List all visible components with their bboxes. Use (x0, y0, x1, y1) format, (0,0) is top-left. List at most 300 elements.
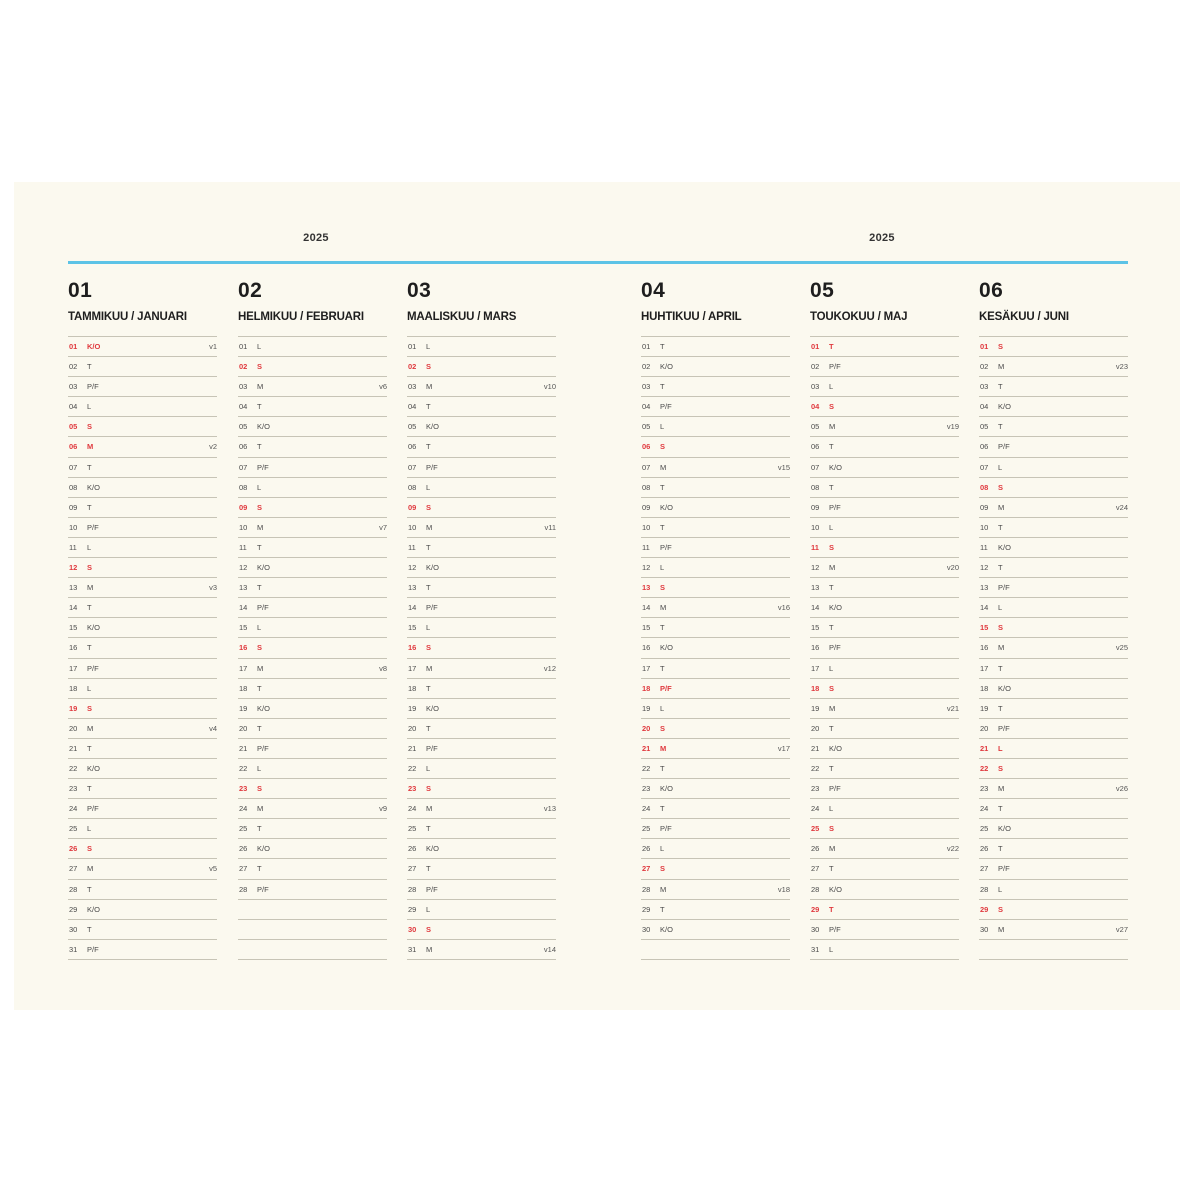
day-row[interactable] (238, 880, 387, 900)
day-number: 12 (408, 563, 417, 573)
day-row[interactable] (641, 478, 790, 498)
weekday-label: M (998, 362, 1005, 372)
day-row[interactable] (407, 357, 556, 377)
day-row[interactable] (68, 558, 217, 578)
day-row[interactable] (238, 638, 387, 658)
day-row[interactable] (979, 779, 1128, 799)
day-row[interactable] (979, 558, 1128, 578)
day-row[interactable] (810, 357, 959, 377)
weekday-label: S (426, 502, 432, 512)
day-number: 05 (408, 422, 417, 432)
day-row[interactable] (641, 679, 790, 699)
day-row[interactable] (68, 638, 217, 658)
day-row[interactable] (68, 397, 217, 417)
day-row[interactable] (407, 397, 556, 417)
day-number: 16 (642, 643, 651, 653)
day-number: 28 (239, 884, 248, 894)
week-number: v15 (777, 462, 790, 472)
day-row[interactable] (641, 719, 790, 739)
day-row[interactable] (810, 538, 959, 558)
day-row[interactable] (810, 598, 959, 618)
day-row[interactable] (810, 779, 959, 799)
weekday-label: T (257, 864, 262, 874)
week-number: v1 (209, 342, 217, 351)
day-row[interactable] (979, 679, 1128, 699)
month-column (238, 278, 387, 894)
day-row[interactable] (810, 880, 959, 900)
month-name: TAMMIKUU / JANUARI (68, 311, 187, 323)
day-row[interactable] (68, 337, 217, 357)
day-number: 04 (811, 402, 820, 412)
day-row[interactable] (641, 417, 790, 437)
day-row[interactable] (68, 719, 217, 739)
day-row[interactable] (238, 518, 387, 538)
day-row[interactable] (979, 618, 1128, 638)
weekday-label: P/F (829, 784, 841, 794)
day-row[interactable] (238, 900, 387, 920)
day-row[interactable] (68, 618, 217, 638)
day-row[interactable] (238, 618, 387, 638)
day-number: 02 (69, 362, 78, 372)
month-number: 05 (810, 279, 835, 302)
day-row[interactable] (641, 558, 790, 578)
day-number: 11 (239, 542, 247, 552)
day-row[interactable] (810, 397, 959, 417)
day-number: 14 (408, 603, 417, 613)
day-row[interactable] (979, 337, 1128, 357)
day-row[interactable] (68, 779, 217, 799)
day-number: 08 (811, 482, 820, 492)
day-row[interactable] (641, 337, 790, 357)
day-row[interactable] (641, 839, 790, 859)
day-row[interactable] (641, 377, 790, 397)
day-row[interactable] (979, 719, 1128, 739)
day-row[interactable] (238, 498, 387, 518)
day-row[interactable] (238, 799, 387, 819)
day-row[interactable] (238, 839, 387, 859)
day-row[interactable] (979, 638, 1128, 658)
weekday-label: S (257, 784, 263, 794)
day-number: 13 (239, 583, 248, 593)
day-row[interactable] (238, 699, 387, 719)
day-row[interactable] (641, 498, 790, 518)
weekday-label: P/F (998, 583, 1010, 593)
day-row[interactable] (68, 518, 217, 538)
month-number: 01 (68, 279, 93, 302)
day-row[interactable] (68, 458, 217, 478)
day-row[interactable] (810, 417, 959, 437)
day-number: 05 (642, 422, 651, 432)
day-row[interactable] (407, 638, 556, 658)
day-row[interactable] (810, 337, 959, 357)
day-row[interactable] (810, 940, 959, 960)
day-row[interactable] (238, 719, 387, 739)
day-row[interactable] (238, 337, 387, 357)
day-row[interactable] (238, 819, 387, 839)
day-row[interactable] (68, 498, 217, 518)
weekday-label: T (829, 904, 834, 914)
weekday-label: T (426, 683, 431, 693)
day-row[interactable] (641, 779, 790, 799)
weekday-label: T (829, 623, 834, 633)
weekday-label: L (426, 342, 431, 351)
day-number: 08 (239, 482, 248, 492)
day-row[interactable] (641, 940, 790, 960)
weekday-label: M (660, 743, 667, 753)
weekday-label: S (87, 703, 93, 713)
day-row[interactable] (407, 719, 556, 739)
day-row[interactable] (407, 598, 556, 618)
day-row[interactable] (810, 759, 959, 779)
day-number: 10 (408, 522, 417, 532)
day-row[interactable] (979, 799, 1128, 819)
day-row[interactable] (407, 578, 556, 598)
day-row[interactable] (407, 458, 556, 478)
day-row[interactable] (68, 578, 217, 598)
day-row[interactable] (238, 940, 387, 960)
day-row[interactable] (810, 819, 959, 839)
day-number: 03 (980, 382, 989, 392)
day-row[interactable] (407, 518, 556, 538)
weekday-label: S (257, 362, 263, 372)
day-row[interactable] (810, 377, 959, 397)
day-number: 30 (408, 924, 417, 934)
day-number: 22 (408, 763, 417, 773)
week-number: v14 (543, 944, 556, 954)
day-row[interactable] (407, 478, 556, 498)
day-row[interactable] (407, 679, 556, 699)
day-row[interactable] (407, 437, 556, 457)
day-row[interactable] (68, 699, 217, 719)
day-number: 27 (811, 864, 820, 874)
day-number: 04 (69, 402, 78, 412)
day-number: 10 (811, 522, 820, 532)
day-row[interactable] (641, 598, 790, 618)
day-row[interactable] (979, 417, 1128, 437)
weekday-label: L (87, 683, 92, 693)
day-row[interactable] (68, 598, 217, 618)
day-row[interactable] (68, 357, 217, 377)
day-row[interactable] (641, 739, 790, 759)
week-number: v24 (1115, 502, 1128, 512)
day-row[interactable] (407, 659, 556, 679)
day-row[interactable] (810, 659, 959, 679)
day-row[interactable] (641, 819, 790, 839)
day-row[interactable] (979, 699, 1128, 719)
day-row[interactable] (641, 357, 790, 377)
day-row[interactable] (407, 900, 556, 920)
day-row[interactable] (979, 940, 1128, 960)
day-row[interactable] (407, 377, 556, 397)
day-row[interactable] (979, 659, 1128, 679)
day-row[interactable] (407, 920, 556, 940)
day-row[interactable] (407, 498, 556, 518)
day-row[interactable] (641, 759, 790, 779)
weekday-label: P/F (829, 362, 841, 372)
day-number: 02 (642, 362, 651, 372)
day-number: 24 (69, 804, 78, 814)
day-row[interactable] (238, 558, 387, 578)
week-number: v22 (946, 844, 959, 854)
day-number: 10 (239, 522, 248, 532)
weekday-label: T (829, 442, 834, 452)
day-row[interactable] (238, 598, 387, 618)
day-row[interactable] (68, 478, 217, 498)
day-row[interactable] (238, 458, 387, 478)
day-row[interactable] (810, 498, 959, 518)
day-row[interactable] (979, 819, 1128, 839)
weekday-label: S (998, 904, 1004, 914)
day-number: 19 (980, 703, 989, 713)
day-row[interactable] (979, 578, 1128, 598)
day-row[interactable] (979, 357, 1128, 377)
month-name: MAALISKUU / MARS (407, 311, 517, 323)
day-number: 29 (811, 904, 820, 914)
weekday-label: K/O (829, 743, 842, 753)
day-row[interactable] (68, 417, 217, 437)
day-row[interactable] (238, 578, 387, 598)
day-row[interactable] (810, 900, 959, 920)
day-row[interactable] (68, 739, 217, 759)
day-number: 12 (239, 563, 248, 573)
day-number: 26 (69, 844, 78, 854)
day-row[interactable] (810, 558, 959, 578)
day-row[interactable] (641, 538, 790, 558)
day-row[interactable] (641, 880, 790, 900)
day-row[interactable] (641, 920, 790, 940)
weekday-label: L (87, 824, 92, 834)
day-row[interactable] (979, 397, 1128, 417)
day-row[interactable] (979, 437, 1128, 457)
weekday-label: T (998, 563, 1003, 573)
week-number: v20 (946, 563, 959, 573)
weekday-label: T (426, 542, 431, 552)
day-row[interactable] (641, 799, 790, 819)
day-row[interactable] (641, 859, 790, 879)
weekday-label: K/O (426, 844, 439, 854)
day-row[interactable] (238, 357, 387, 377)
day-number: 03 (69, 382, 78, 392)
day-row[interactable] (407, 337, 556, 357)
weekday-label: T (426, 583, 431, 593)
week-number: v11 (544, 522, 556, 532)
day-row[interactable] (810, 920, 959, 940)
day-row[interactable] (68, 799, 217, 819)
weekday-label: M (998, 784, 1005, 794)
day-list (238, 336, 387, 960)
day-row[interactable] (641, 458, 790, 478)
day-row[interactable] (641, 397, 790, 417)
day-row[interactable] (979, 920, 1128, 940)
day-row[interactable] (979, 880, 1128, 900)
day-row[interactable] (979, 478, 1128, 498)
day-row[interactable] (641, 437, 790, 457)
day-row[interactable] (238, 478, 387, 498)
weekday-label: T (257, 442, 262, 452)
month-column (641, 278, 790, 934)
day-row[interactable] (810, 618, 959, 638)
day-row[interactable] (641, 638, 790, 658)
day-row[interactable] (407, 859, 556, 879)
day-number: 30 (811, 924, 820, 934)
day-row[interactable] (68, 377, 217, 397)
day-row[interactable] (407, 618, 556, 638)
day-row[interactable] (810, 638, 959, 658)
weekday-label: T (426, 442, 431, 452)
day-row[interactable] (407, 940, 556, 960)
day-row[interactable] (979, 538, 1128, 558)
day-row[interactable] (238, 920, 387, 940)
month-number: 03 (407, 279, 432, 302)
weekday-label: K/O (87, 623, 100, 633)
day-number: 14 (642, 603, 651, 613)
weekday-label: P/F (998, 723, 1010, 733)
day-row[interactable] (68, 920, 217, 940)
day-row[interactable] (979, 900, 1128, 920)
weekday-label: M (257, 663, 264, 673)
day-row[interactable] (238, 739, 387, 759)
day-row[interactable] (238, 659, 387, 679)
day-row[interactable] (238, 679, 387, 699)
day-number: 17 (69, 663, 78, 673)
day-row[interactable] (810, 478, 959, 498)
day-number: 04 (980, 402, 989, 412)
day-row[interactable] (810, 739, 959, 759)
weekday-label: S (998, 623, 1004, 633)
day-number: 24 (239, 804, 248, 814)
day-row[interactable] (810, 859, 959, 879)
day-row[interactable] (979, 859, 1128, 879)
day-number: 15 (239, 623, 248, 633)
day-number: 01 (239, 342, 248, 351)
day-row[interactable] (979, 518, 1128, 538)
day-number: 04 (408, 402, 417, 412)
day-row[interactable] (238, 417, 387, 437)
day-row[interactable] (641, 659, 790, 679)
day-row[interactable] (68, 538, 217, 558)
weekday-label: P/F (257, 462, 269, 472)
day-number: 14 (811, 603, 820, 613)
day-number: 01 (408, 342, 417, 351)
weekday-label: P/F (426, 603, 438, 613)
day-row[interactable] (641, 618, 790, 638)
weekday-label: M (426, 522, 433, 532)
weekday-label: T (660, 623, 665, 633)
day-row[interactable] (641, 900, 790, 920)
day-row[interactable] (238, 397, 387, 417)
day-number: 25 (811, 824, 820, 834)
day-row[interactable] (238, 437, 387, 457)
day-row[interactable] (810, 699, 959, 719)
day-row[interactable] (407, 538, 556, 558)
day-row[interactable] (407, 739, 556, 759)
weekday-label: T (257, 824, 262, 834)
day-row[interactable] (407, 880, 556, 900)
day-number: 24 (642, 804, 651, 814)
day-row[interactable] (68, 940, 217, 960)
weekday-label: S (829, 402, 835, 412)
day-row[interactable] (68, 759, 217, 779)
day-row[interactable] (238, 377, 387, 397)
day-row[interactable] (68, 839, 217, 859)
day-row[interactable] (407, 558, 556, 578)
weekday-label: T (660, 663, 665, 673)
day-row[interactable] (238, 859, 387, 879)
day-row[interactable] (68, 859, 217, 879)
day-number: 05 (980, 422, 989, 432)
day-number: 01 (69, 342, 78, 351)
day-row[interactable] (979, 598, 1128, 618)
day-row[interactable] (407, 417, 556, 437)
day-row[interactable] (407, 839, 556, 859)
day-row[interactable] (810, 458, 959, 478)
day-row[interactable] (238, 538, 387, 558)
day-row[interactable] (68, 659, 217, 679)
day-number: 18 (980, 683, 989, 693)
week-number: v7 (379, 522, 387, 532)
day-row[interactable] (810, 839, 959, 859)
day-row[interactable] (810, 437, 959, 457)
day-row[interactable] (407, 779, 556, 799)
day-row[interactable] (641, 699, 790, 719)
week-number: v9 (379, 804, 387, 814)
day-row[interactable] (641, 518, 790, 538)
day-row[interactable] (979, 739, 1128, 759)
day-number: 13 (811, 583, 820, 593)
day-row[interactable] (979, 377, 1128, 397)
weekday-label: M (660, 603, 667, 613)
day-number: 27 (408, 864, 417, 874)
day-row[interactable] (68, 880, 217, 900)
day-number: 20 (642, 723, 651, 733)
day-row[interactable] (979, 498, 1128, 518)
day-row[interactable] (238, 779, 387, 799)
day-row[interactable] (68, 819, 217, 839)
day-row[interactable] (68, 437, 217, 457)
day-row[interactable] (407, 799, 556, 819)
day-row[interactable] (979, 759, 1128, 779)
weekday-label: T (257, 723, 262, 733)
weekday-label: L (426, 482, 431, 492)
weekday-label: L (257, 623, 262, 633)
day-number: 22 (980, 763, 989, 773)
day-row[interactable] (641, 578, 790, 598)
day-row[interactable] (810, 518, 959, 538)
day-row[interactable] (68, 900, 217, 920)
weekday-label: T (998, 522, 1003, 532)
day-row[interactable] (238, 759, 387, 779)
day-row[interactable] (979, 458, 1128, 478)
day-number: 25 (408, 824, 417, 834)
day-row[interactable] (407, 759, 556, 779)
day-row[interactable] (68, 679, 217, 699)
weekday-label: T (829, 342, 834, 351)
day-row[interactable] (810, 799, 959, 819)
day-row[interactable] (979, 839, 1128, 859)
day-row[interactable] (810, 719, 959, 739)
day-number: 07 (811, 462, 820, 472)
weekday-label: S (829, 542, 835, 552)
weekday-label: K/O (998, 683, 1011, 693)
day-row[interactable] (407, 819, 556, 839)
weekday-label: P/F (87, 382, 99, 392)
day-number: 02 (239, 362, 248, 372)
weekday-label: S (829, 824, 835, 834)
day-row[interactable] (810, 578, 959, 598)
day-number: 29 (642, 904, 651, 914)
day-row[interactable] (810, 679, 959, 699)
day-row[interactable] (407, 699, 556, 719)
